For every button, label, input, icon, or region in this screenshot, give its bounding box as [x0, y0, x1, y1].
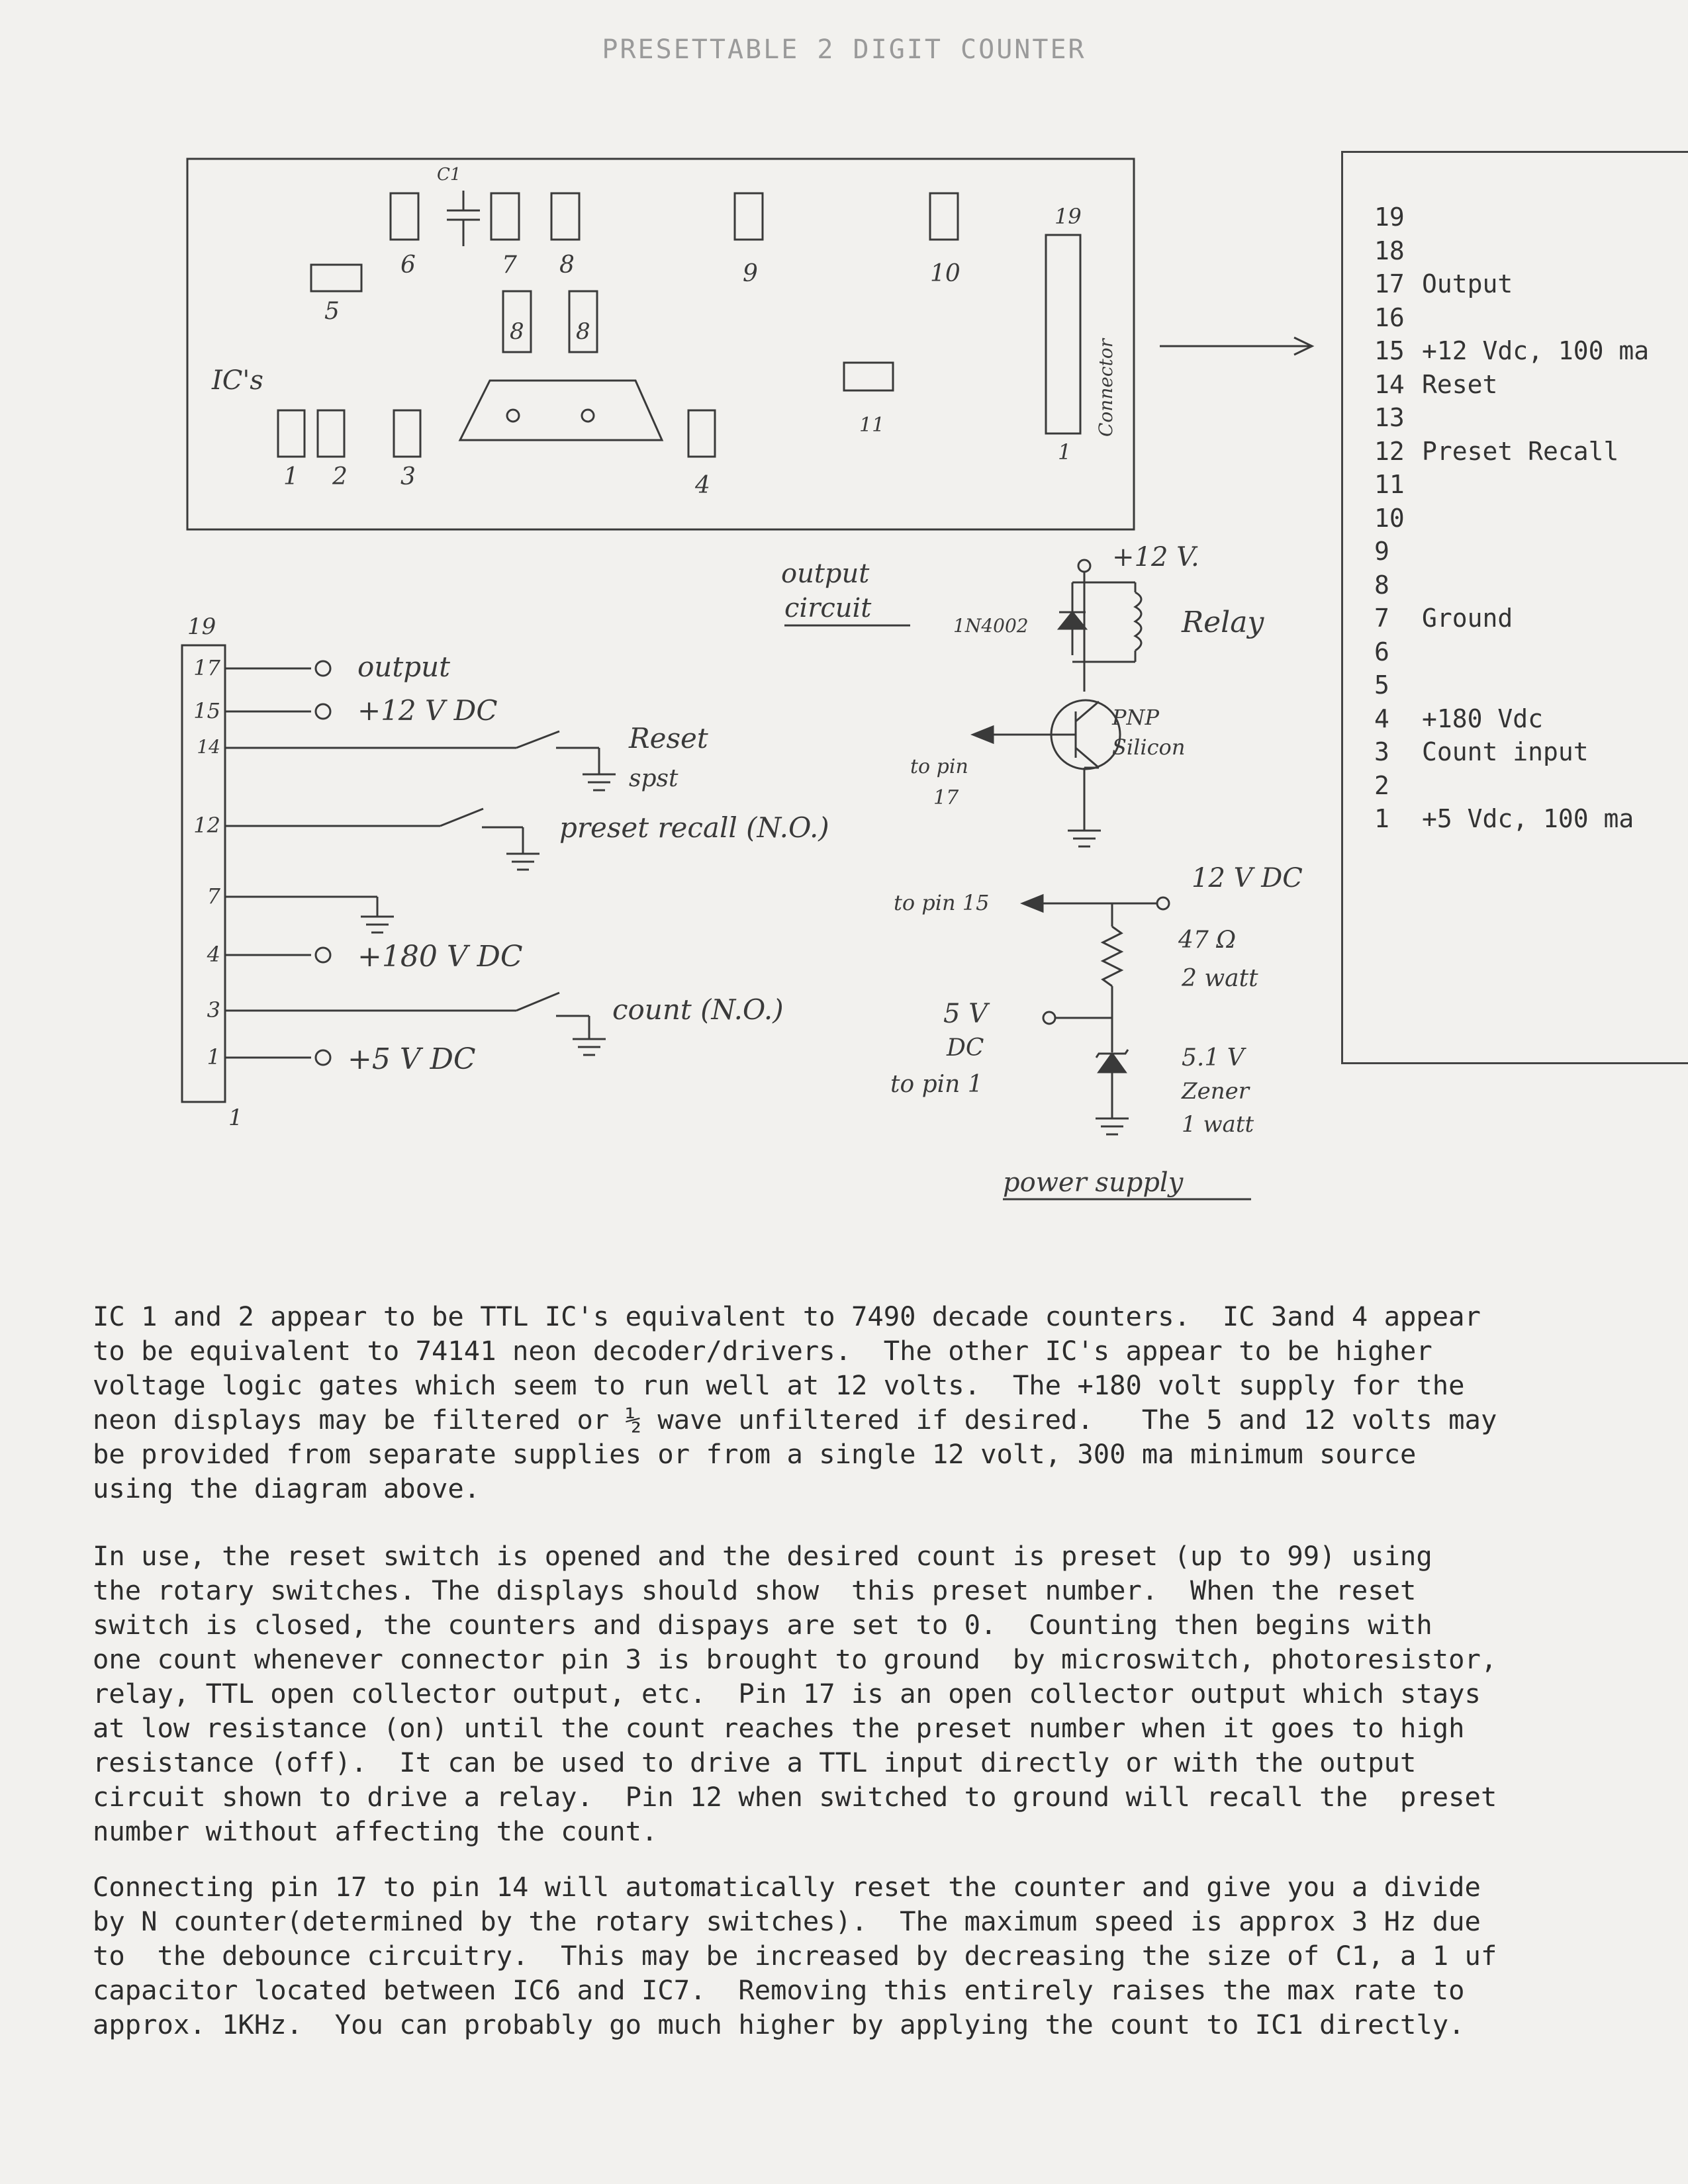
- wiring-pin-12: 12: [193, 813, 220, 838]
- ps-resistor-label-2: 2 watt: [1182, 965, 1258, 992]
- wiring-pin-7: 7: [207, 884, 220, 909]
- pinout-pin-number: 14: [1374, 369, 1405, 399]
- pinout-row: [1374, 538, 1422, 565]
- ic-8: [551, 193, 579, 240]
- ps-heading: power supply: [1003, 1167, 1184, 1198]
- pinout-pin-label: Preset Recall: [1422, 436, 1619, 466]
- ps-zener-label-2: Zener: [1182, 1078, 1250, 1105]
- paragraph-3: Connecting pin 17 to pin 14 will automatically reset the counter and give you a divide by N counter(determined by the rotary switches). The maximum speed is approx 3 Hz due to the debounce circuitry. This may be increased by decreasing the size of C1, a 1 uf capacitor located between IC6 and IC7. Removing this entirely raises the max rate to approx. 1KHz. You can probably go much higher by applying the count to IC1 directly.: [93, 1871, 1497, 2040]
- ic-number-1: 1: [283, 463, 299, 490]
- pinout-pin-label: +12 Vdc, 100 ma: [1422, 336, 1650, 365]
- ic-number-9: 9: [743, 260, 758, 287]
- output-to-pin-label-1: to pin: [910, 755, 968, 778]
- ps-output-label-3: to pin 1: [890, 1071, 983, 1098]
- wiring-pin-15: 15: [193, 698, 220, 723]
- pinout-pin-number: 1: [1374, 804, 1389, 833]
- ic-number-3: 3: [400, 463, 416, 490]
- ic-number-6: 6: [400, 251, 416, 279]
- pinout-row: [1374, 772, 1422, 799]
- paragraph-2: In use, the reset switch is opened and the desired count is preset (up to 99) using the rotary switches. The displays should show this preset number. When the reset switch is closed, the counters and dispays are set to 0. Counting then begins with one count whenever connector pin 3 is brought to ground by microswitch, photoresistor, relay, TTL open collector output, etc. Pin 17 is an open collector output which stays at low resistance (on) until the count reaches the preset number when it goes to high resistance (off). It can be used to drive a TTL input directly or with the output circuit shown to drive a relay. Pin 12 when switched to ground will recall the preset number without affecting the count.: [93, 1540, 1497, 1847]
- pinout-row: [1374, 371, 1497, 398]
- ic-number-7: 7: [502, 251, 517, 279]
- pinout-pin-number: 9: [1374, 537, 1389, 566]
- pinout-row: [1374, 338, 1649, 364]
- ic-number-10: 10: [930, 260, 961, 287]
- connector-top-label: 19: [1055, 204, 1082, 229]
- ps-zener-label-3: 1 watt: [1182, 1111, 1254, 1138]
- capacitor-c1: [447, 191, 480, 246]
- pinout-row: [1374, 204, 1422, 230]
- pinout-pin-number: 11: [1374, 470, 1405, 499]
- pinout-pin-label: Count input: [1422, 737, 1589, 766]
- ps-resistor-label-1: 47 Ω: [1178, 927, 1237, 954]
- wiring-pin-17: 17: [193, 655, 220, 680]
- ic-11: [844, 363, 893, 390]
- pinout-pin-label: Ground: [1422, 604, 1513, 633]
- pinout-pin-number: 2: [1374, 770, 1389, 800]
- ps-zener-label-1: 5.1 V: [1182, 1044, 1244, 1071]
- pinout-pin-number: 5: [1374, 670, 1389, 700]
- output-to-pin-label-2: 17: [933, 786, 959, 809]
- ic-10: [930, 193, 958, 240]
- pinout-row: [1374, 639, 1422, 665]
- relay-label: Relay: [1182, 606, 1264, 639]
- connector-bottom-label: 1: [1058, 439, 1072, 465]
- wiring-bottom-pin: 1: [228, 1105, 243, 1131]
- label-spst: spst: [629, 765, 679, 792]
- relay-coil: [1135, 592, 1141, 651]
- label-5v: +5 V DC: [348, 1042, 476, 1076]
- ic-1: [278, 410, 305, 457]
- pinout-pin-number: 16: [1374, 302, 1405, 332]
- output-supply-label: +12 V.: [1112, 542, 1199, 572]
- ic-6: [391, 193, 418, 240]
- label-reset: Reset: [629, 722, 708, 754]
- pinout-row: [1374, 238, 1422, 264]
- power-supply-circuit: [1023, 895, 1169, 1134]
- diode-1n4002: [1059, 612, 1086, 629]
- label-count: count (N.O.): [612, 993, 784, 1026]
- transistor-label-2: Silicon: [1112, 735, 1186, 760]
- pinout-pin-number: 12: [1374, 436, 1405, 466]
- wiring-pin-4: 4: [207, 942, 220, 967]
- page-title: PRESETTABLE 2 DIGIT COUNTER: [602, 34, 1086, 65]
- wiring-pin-14: 14: [197, 736, 220, 758]
- zener-diode: [1099, 1054, 1125, 1072]
- pinout-pin-number: 19: [1374, 203, 1405, 232]
- pinout-row: [1374, 438, 1618, 465]
- pinout-pin-label: Output: [1422, 269, 1513, 298]
- ps-to-pin-15-label: to pin 15: [894, 890, 990, 915]
- pinout-pin-number: 3: [1374, 737, 1389, 766]
- pinout-pin-label: +5 Vdc, 100 ma: [1422, 804, 1634, 833]
- label-12v: +12 V DC: [357, 694, 498, 727]
- output-circuit-heading-2: circuit: [784, 593, 872, 623]
- label-preset-recall: preset recall (N.O.): [559, 811, 829, 844]
- pinout-pin-number: 17: [1374, 269, 1405, 298]
- pinout-pin-label: Reset: [1422, 369, 1498, 399]
- display-digit-right-label: 8: [576, 318, 590, 345]
- diode-label: 1N4002: [953, 615, 1029, 637]
- resistor-47-ohm: [1103, 927, 1121, 986]
- ic-number-4: 4: [695, 472, 710, 499]
- pinout-row: [1374, 705, 1543, 732]
- paragraph-1: IC 1 and 2 appear to be TTL IC's equivalent to 7490 decade counters. IC 3and 4 appear to be equivalent to 74141 neon decoder/drivers. The other IC's appear to be higher voltage logic gates which seem to run well at 12 volts. The +180 volt supply for the neon displays may be filtered or ½ wave unfiltered if desired. The 5 and 12 volts may be provided from separate supplies or from a single 12 volt, 300 ma minimum source using the diagram above.: [93, 1300, 1497, 1504]
- pinout-row: [1374, 505, 1422, 531]
- pinout-row: [1374, 404, 1422, 431]
- ic-9: [735, 193, 763, 240]
- ic-2: [318, 410, 344, 457]
- pinout-row: [1374, 572, 1422, 598]
- wiring-top-pin: 19: [187, 614, 216, 640]
- board-connector: [1046, 235, 1080, 433]
- pinout-pin-number: 6: [1374, 637, 1389, 666]
- ps-supply-label: 12 V DC: [1192, 863, 1303, 893]
- pinout-pin-number: 4: [1374, 704, 1389, 733]
- pinout-pin-number: 8: [1374, 570, 1389, 600]
- ic-label: IC's: [212, 365, 263, 396]
- ps-output-label-2: DC: [947, 1034, 984, 1062]
- wiring-pin-3: 3: [207, 997, 220, 1023]
- pinout-pin-number: 13: [1374, 403, 1405, 432]
- pinout-row: [1374, 605, 1513, 631]
- output-circuit: [973, 560, 1141, 846]
- pinout-row: [1374, 271, 1513, 297]
- rotary-switch: [460, 381, 662, 440]
- ic-3: [394, 410, 420, 457]
- ic-7: [491, 193, 519, 240]
- pinout-row: [1374, 304, 1422, 331]
- ic-number-8: 8: [559, 251, 575, 279]
- pinout-row: [1374, 471, 1422, 498]
- circuit-board-outline: [187, 159, 1134, 529]
- pinout-row: [1374, 739, 1589, 765]
- label-output: output: [357, 651, 451, 683]
- pinout-pin-label: +180 Vdc: [1422, 704, 1544, 733]
- output-circuit-heading-1: output: [781, 559, 870, 589]
- pinout-row: [1374, 805, 1634, 832]
- connector-label: Connector: [1095, 338, 1117, 437]
- ic-number-5: 5: [324, 298, 340, 325]
- ic-5: [311, 265, 361, 291]
- pinout-pin-number: 7: [1374, 604, 1389, 633]
- c1-label: C1: [437, 165, 461, 185]
- ic-number-11: 11: [859, 414, 885, 437]
- pinout-pin-number: 10: [1374, 503, 1405, 533]
- wiring-pin-1: 1: [207, 1044, 220, 1069]
- display-digit-left-label: 8: [510, 318, 524, 345]
- transistor-label-1: PNP: [1112, 705, 1160, 730]
- ic-4: [688, 410, 715, 457]
- pinout-pin-number: 15: [1374, 336, 1405, 365]
- ic-number-2: 2: [332, 463, 348, 490]
- ps-output-label-1: 5 V: [943, 999, 988, 1029]
- pinout-row: [1374, 672, 1422, 698]
- pinout-pin-number: 18: [1374, 236, 1405, 265]
- label-180v: +180 V DC: [357, 940, 523, 974]
